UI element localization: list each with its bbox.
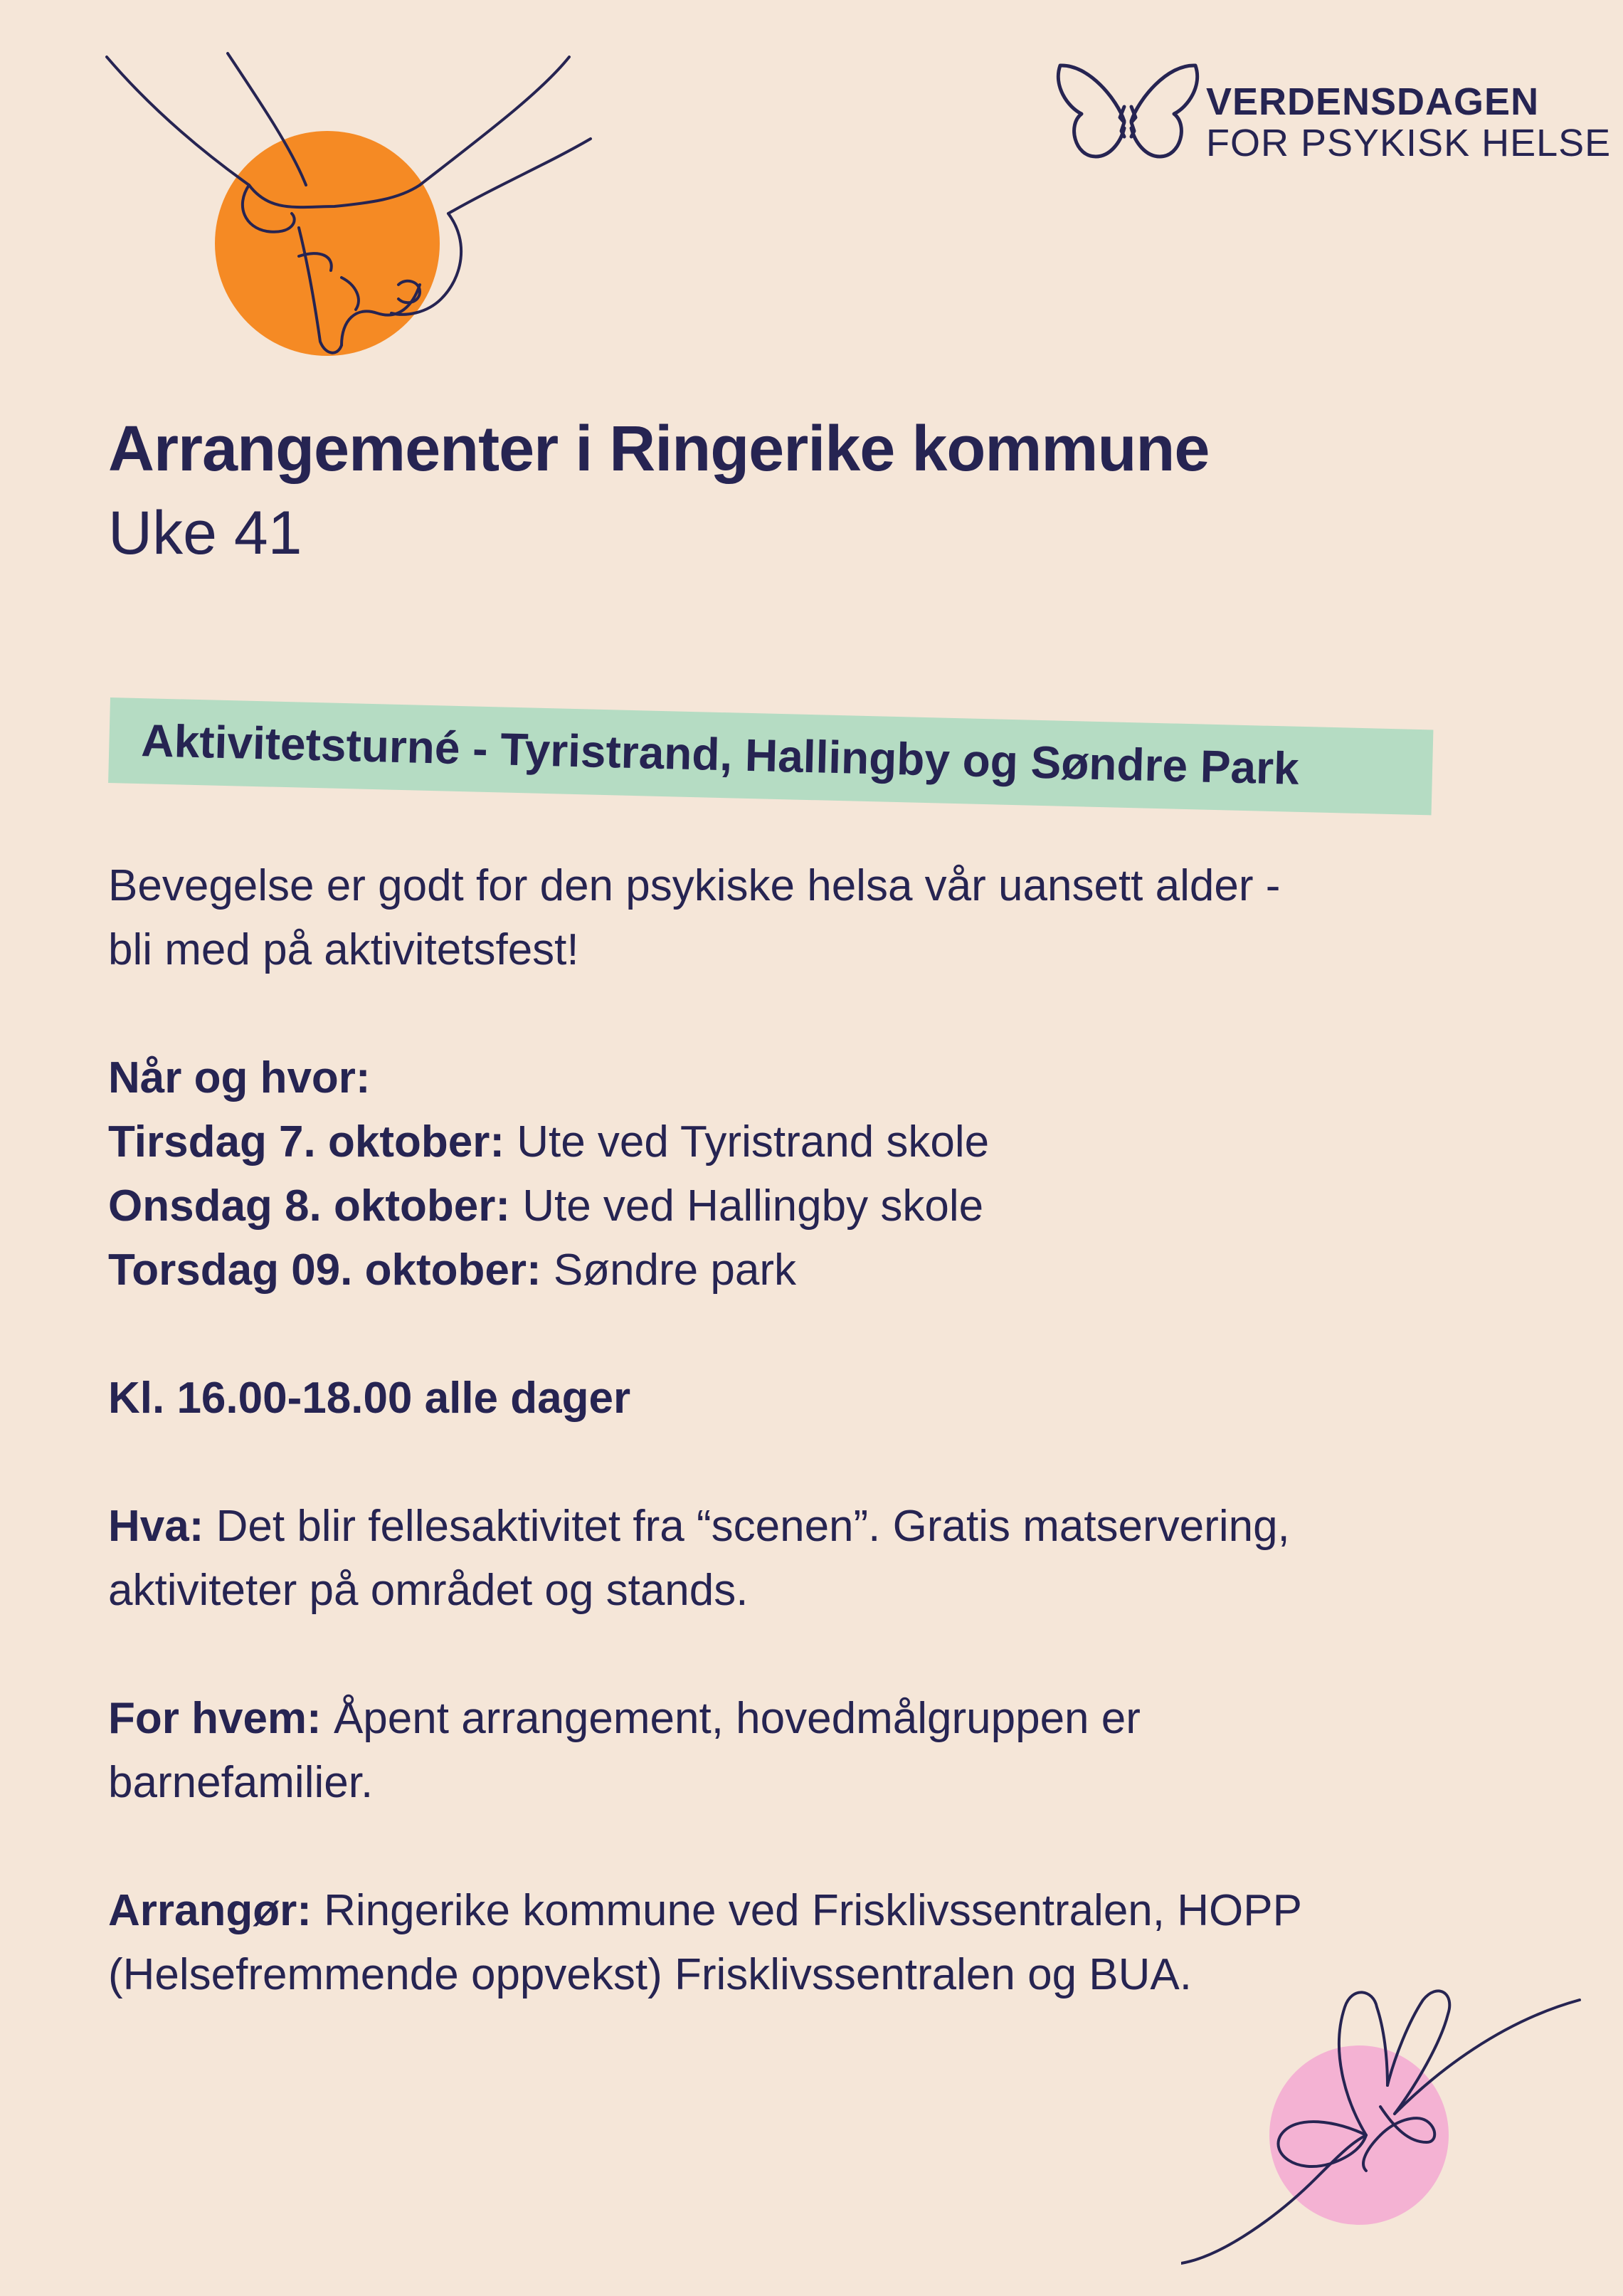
organizer-text-2: (Helsefremmende oppvekst) Frisklivssentralen og BUA. bbox=[108, 1950, 1192, 1999]
organizer-text-1: Ringerike kommune ved Frisklivssentralen, HOPP bbox=[311, 1886, 1302, 1935]
butterfly-line-illustration bbox=[1181, 1979, 1594, 2277]
schedule-place: Søndre park bbox=[541, 1246, 797, 1295]
what-label: Hva: bbox=[108, 1502, 204, 1551]
who-text-2: barnefamilier. bbox=[108, 1758, 374, 1807]
schedule-place: Ute ved Hallingby skole bbox=[509, 1181, 984, 1231]
what-text-2: aktiviteter på området og stands. bbox=[108, 1566, 749, 1615]
what-text-1: Det blir fellesaktivitet fra “scenen”. Gratis matservering, bbox=[203, 1502, 1290, 1551]
verdensdagen-logo bbox=[1053, 57, 1612, 171]
schedule-item bbox=[108, 1110, 1531, 1174]
page-subtitle: Uke 41 bbox=[108, 499, 302, 567]
schedule-place: Ute ved Tyristrand skole bbox=[504, 1117, 990, 1167]
intro-line-2: bli med på aktivitetsfest! bbox=[108, 925, 579, 974]
butterfly-faces-icon bbox=[1053, 57, 1202, 171]
schedule-item bbox=[108, 1174, 1531, 1238]
activity-banner bbox=[108, 697, 1433, 815]
holding-hands-illustration bbox=[85, 43, 612, 370]
time-info: Kl. 16.00-18.00 alle dager bbox=[108, 1374, 631, 1423]
schedule-heading: Når og hvor: bbox=[108, 1053, 371, 1102]
logo-line-2: FOR PSYKISK HELSE bbox=[1206, 122, 1612, 164]
schedule-item bbox=[108, 1238, 1531, 1302]
banner-text: Aktivitetsturné - Tyristrand, Hallingby og Søndre Park bbox=[140, 715, 1300, 794]
who-label: For hvem: bbox=[108, 1694, 322, 1743]
schedule-day: Tirsdag 7. oktober: bbox=[108, 1117, 504, 1167]
organizer-label: Arrangør: bbox=[108, 1886, 312, 1935]
schedule-day: Torsdag 09. oktober: bbox=[108, 1246, 541, 1295]
intro-line-1: Bevegelse er godt for den psykiske helsa vår uansett alder - bbox=[108, 861, 1281, 910]
page-title: Arrangementer i Ringerike kommune bbox=[108, 414, 1210, 485]
schedule-day: Onsdag 8. oktober: bbox=[108, 1181, 510, 1231]
event-details bbox=[108, 854, 1531, 2007]
logo-line-1: VERDENSDAGEN bbox=[1206, 80, 1540, 123]
who-text-1: Åpent arrangement, hovedmålgruppen er bbox=[321, 1694, 1141, 1743]
